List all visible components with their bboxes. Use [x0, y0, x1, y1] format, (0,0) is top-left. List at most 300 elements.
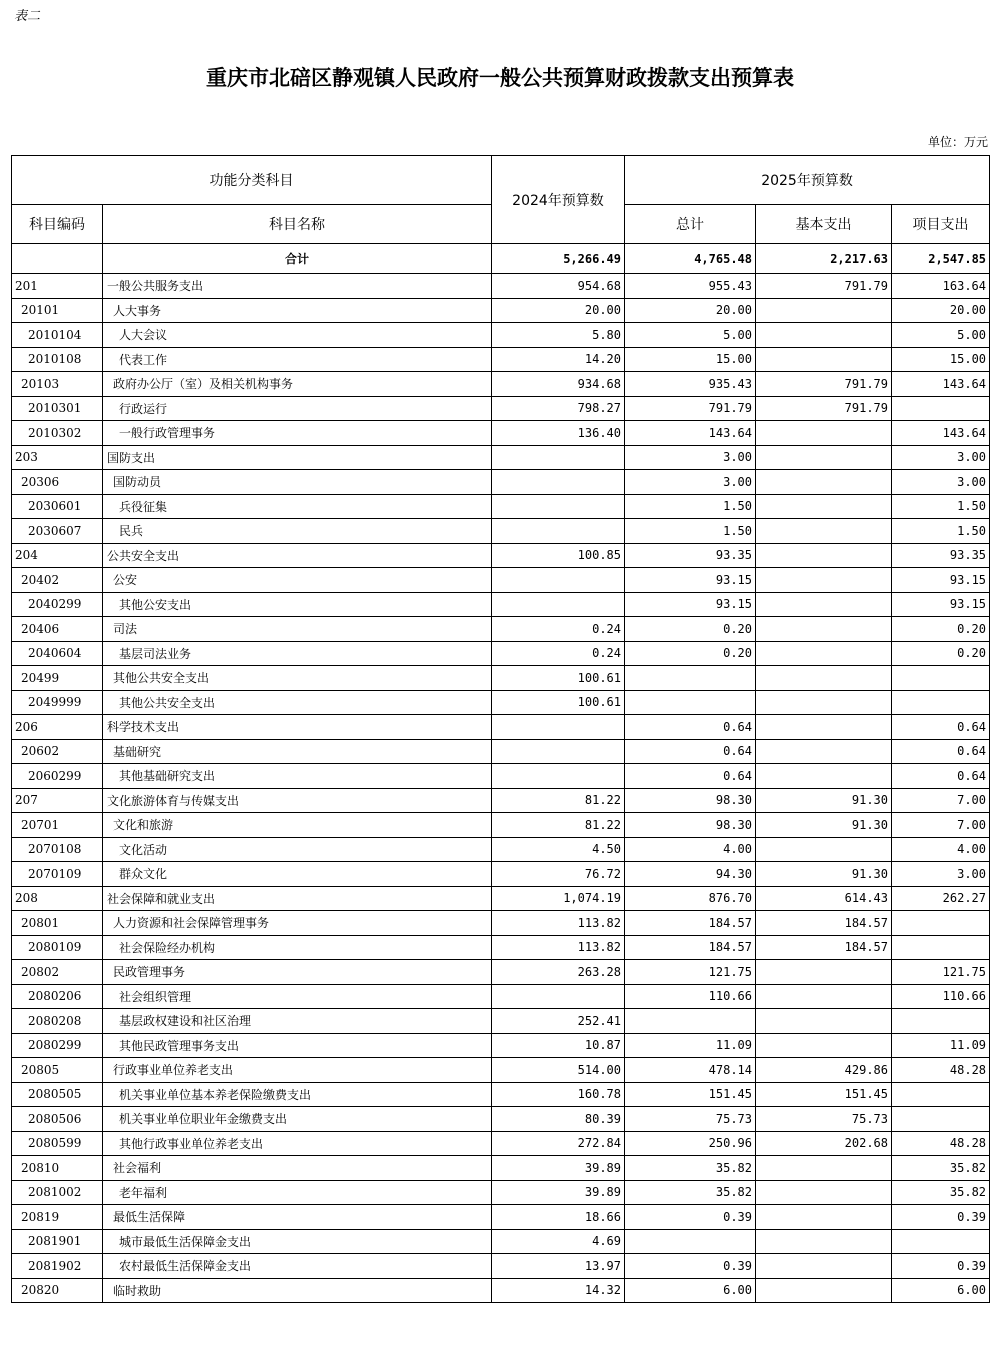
table-row — [12, 666, 990, 691]
name-cell: 国防动员 — [103, 470, 492, 495]
name-cell: 公安 — [103, 568, 492, 593]
total-cell: 4.00 — [625, 837, 756, 862]
budget-2024-cell — [492, 519, 625, 544]
total-cell: 11.09 — [625, 1033, 756, 1058]
name-cell: 行政事业单位养老支出 — [103, 1058, 492, 1083]
basic-cell — [756, 1254, 892, 1279]
total-cell: 250.96 — [625, 1131, 756, 1156]
table-row — [12, 274, 990, 299]
total-cell: 184.57 — [625, 935, 756, 960]
code-cell: 204 — [12, 543, 103, 568]
budget-2024-cell: 14.32 — [492, 1278, 625, 1303]
basic-cell — [756, 543, 892, 568]
total-cell: 0.20 — [625, 641, 756, 666]
total-cell — [625, 1229, 756, 1254]
code-cell: 20801 — [12, 911, 103, 936]
table-row — [12, 372, 990, 397]
project-cell: 7.00 — [892, 813, 990, 838]
table-row — [12, 739, 990, 764]
total-cell: 6.00 — [625, 1278, 756, 1303]
table-row — [12, 1205, 990, 1230]
budget-2024-cell: 1,074.19 — [492, 886, 625, 911]
name-cell: 其他基础研究支出 — [103, 764, 492, 789]
total-cell: 121.75 — [625, 960, 756, 985]
code-cell: 203 — [12, 445, 103, 470]
budget-2024-cell: 4.50 — [492, 837, 625, 862]
name-cell: 基层政权建设和社区治理 — [103, 1009, 492, 1034]
header-budget-2024: 2024年预算数 — [492, 156, 625, 244]
project-cell: 3.00 — [892, 445, 990, 470]
table-row — [12, 911, 990, 936]
code-cell: 20802 — [12, 960, 103, 985]
name-cell: 人大会议 — [103, 323, 492, 348]
basic-cell — [756, 739, 892, 764]
name-cell: 人力资源和社会保障管理事务 — [103, 911, 492, 936]
budget-2024-cell: 272.84 — [492, 1131, 625, 1156]
basic-cell: 91.30 — [756, 788, 892, 813]
total-cell: 791.79 — [625, 396, 756, 421]
budget-2024-cell: 160.78 — [492, 1082, 625, 1107]
code-cell: 20402 — [12, 568, 103, 593]
budget-2024-cell: 81.22 — [492, 813, 625, 838]
budget-2024-cell: 514.00 — [492, 1058, 625, 1083]
total-cell: 876.70 — [625, 886, 756, 911]
budget-2024-cell: 934.68 — [492, 372, 625, 397]
code-cell: 20602 — [12, 739, 103, 764]
code-cell: 2030601 — [12, 494, 103, 519]
total-cell: 0.64 — [625, 764, 756, 789]
table-row — [12, 1229, 990, 1254]
total-cell: 93.15 — [625, 592, 756, 617]
header-code: 科目编码 — [12, 205, 103, 244]
name-cell: 文化活动 — [103, 837, 492, 862]
code-cell: 207 — [12, 788, 103, 813]
project-cell: 11.09 — [892, 1033, 990, 1058]
total-cell: 184.57 — [625, 911, 756, 936]
project-cell: 0.64 — [892, 715, 990, 740]
basic-cell — [756, 298, 892, 323]
total-cell: 35.82 — [625, 1156, 756, 1181]
project-cell: 143.64 — [892, 372, 990, 397]
basic-cell — [756, 568, 892, 593]
project-cell: 35.82 — [892, 1180, 990, 1205]
project-cell: 93.15 — [892, 568, 990, 593]
budget-2024-cell — [492, 568, 625, 593]
name-cell: 一般公共服务支出 — [103, 274, 492, 299]
code-cell: 2080505 — [12, 1082, 103, 1107]
total-cell: 15.00 — [625, 347, 756, 372]
total-cell: 3.00 — [625, 445, 756, 470]
project-cell: 262.27 — [892, 886, 990, 911]
name-cell: 人大事务 — [103, 298, 492, 323]
name-cell: 其他行政事业单位养老支出 — [103, 1131, 492, 1156]
name-cell: 国防支出 — [103, 445, 492, 470]
project-cell — [892, 396, 990, 421]
basic-cell: 791.79 — [756, 372, 892, 397]
total-b2024: 5,266.49 — [492, 244, 625, 274]
budget-2024-cell — [492, 764, 625, 789]
total-cell: 35.82 — [625, 1180, 756, 1205]
name-cell: 机关事业单位基本养老保险缴费支出 — [103, 1082, 492, 1107]
basic-cell — [756, 1278, 892, 1303]
code-cell: 2010104 — [12, 323, 103, 348]
code-cell: 20499 — [12, 666, 103, 691]
header-budget-2025: 2025年预算数 — [625, 156, 990, 205]
budget-2024-cell: 4.69 — [492, 1229, 625, 1254]
table-row — [12, 788, 990, 813]
project-cell: 7.00 — [892, 788, 990, 813]
table-row — [12, 1156, 990, 1181]
project-cell: 5.00 — [892, 323, 990, 348]
name-cell: 社会组织管理 — [103, 984, 492, 1009]
budget-2024-cell: 100.85 — [492, 543, 625, 568]
name-cell: 最低生活保障 — [103, 1205, 492, 1230]
name-cell: 民政管理事务 — [103, 960, 492, 985]
budget-2024-cell: 81.22 — [492, 788, 625, 813]
total-cell: 93.15 — [625, 568, 756, 593]
budget-2024-cell: 13.97 — [492, 1254, 625, 1279]
project-cell: 143.64 — [892, 421, 990, 446]
table-row — [12, 298, 990, 323]
table-row — [12, 813, 990, 838]
project-cell: 163.64 — [892, 274, 990, 299]
table-row — [12, 543, 990, 568]
basic-cell: 429.86 — [756, 1058, 892, 1083]
project-cell: 20.00 — [892, 298, 990, 323]
name-cell: 农村最低生活保障金支出 — [103, 1254, 492, 1279]
basic-cell — [756, 666, 892, 691]
budget-2024-cell — [492, 470, 625, 495]
budget-2024-cell: 100.61 — [492, 666, 625, 691]
code-cell: 2080208 — [12, 1009, 103, 1034]
table-row — [12, 1009, 990, 1034]
project-cell: 3.00 — [892, 470, 990, 495]
basic-cell: 151.45 — [756, 1082, 892, 1107]
project-cell: 110.66 — [892, 984, 990, 1009]
name-cell: 兵役征集 — [103, 494, 492, 519]
code-cell: 2080206 — [12, 984, 103, 1009]
code-cell: 208 — [12, 886, 103, 911]
code-cell: 2081902 — [12, 1254, 103, 1279]
project-cell: 1.50 — [892, 519, 990, 544]
basic-cell — [756, 592, 892, 617]
name-cell: 城市最低生活保障金支出 — [103, 1229, 492, 1254]
budget-2024-cell: 252.41 — [492, 1009, 625, 1034]
total-label: 合计 — [103, 244, 492, 274]
code-cell: 206 — [12, 715, 103, 740]
total-code-cell — [12, 244, 103, 274]
total-cell — [625, 1009, 756, 1034]
budget-2024-cell — [492, 445, 625, 470]
project-cell: 3.00 — [892, 862, 990, 887]
total-cell: 935.43 — [625, 372, 756, 397]
name-cell: 群众文化 — [103, 862, 492, 887]
code-cell: 2040604 — [12, 641, 103, 666]
table-row — [12, 715, 990, 740]
table-row — [12, 837, 990, 862]
name-cell: 行政运行 — [103, 396, 492, 421]
name-cell: 文化旅游体育与传媒支出 — [103, 788, 492, 813]
budget-2024-cell — [492, 592, 625, 617]
table-row — [12, 347, 990, 372]
code-cell: 20306 — [12, 470, 103, 495]
code-cell: 2070109 — [12, 862, 103, 887]
basic-cell — [756, 617, 892, 642]
budget-2024-cell: 80.39 — [492, 1107, 625, 1132]
budget-2024-cell: 113.82 — [492, 935, 625, 960]
code-cell: 201 — [12, 274, 103, 299]
unit-label: 单位：万元 — [927, 135, 988, 149]
table-row — [12, 445, 990, 470]
name-cell: 机关事业单位职业年金缴费支出 — [103, 1107, 492, 1132]
table-row — [12, 519, 990, 544]
header-functional-class: 功能分类科目 — [12, 156, 492, 205]
project-cell — [892, 911, 990, 936]
header-basic: 基本支出 — [756, 205, 892, 244]
total-cell — [625, 690, 756, 715]
budget-2024-cell: 113.82 — [492, 911, 625, 936]
header-name: 科目名称 — [103, 205, 492, 244]
basic-cell — [756, 1156, 892, 1181]
basic-cell — [756, 960, 892, 985]
basic-cell — [756, 519, 892, 544]
name-cell: 社会保险经办机构 — [103, 935, 492, 960]
budget-2024-cell — [492, 739, 625, 764]
budget-2024-cell: 136.40 — [492, 421, 625, 446]
name-cell: 司法 — [103, 617, 492, 642]
table-row — [12, 1180, 990, 1205]
project-cell: 1.50 — [892, 494, 990, 519]
table-row — [12, 421, 990, 446]
project-cell: 0.20 — [892, 641, 990, 666]
name-cell: 社会保障和就业支出 — [103, 886, 492, 911]
name-cell: 基层司法业务 — [103, 641, 492, 666]
name-cell: 一般行政管理事务 — [103, 421, 492, 446]
table-row — [12, 1033, 990, 1058]
project-cell: 48.28 — [892, 1131, 990, 1156]
code-cell: 2070108 — [12, 837, 103, 862]
basic-cell — [756, 690, 892, 715]
project-cell — [892, 666, 990, 691]
project-cell — [892, 690, 990, 715]
budget-2024-cell: 5.80 — [492, 323, 625, 348]
basic-cell: 184.57 — [756, 935, 892, 960]
code-cell: 20805 — [12, 1058, 103, 1083]
total-cell: 0.64 — [625, 739, 756, 764]
name-cell: 临时救助 — [103, 1278, 492, 1303]
code-cell: 2010301 — [12, 396, 103, 421]
table-row — [12, 1058, 990, 1083]
table-row — [12, 568, 990, 593]
name-cell: 社会福利 — [103, 1156, 492, 1181]
code-cell: 2080599 — [12, 1131, 103, 1156]
name-cell: 公共安全支出 — [103, 543, 492, 568]
table-row — [12, 690, 990, 715]
code-cell: 20101 — [12, 298, 103, 323]
total-basic: 2,217.63 — [756, 244, 892, 274]
total-cell: 1.50 — [625, 494, 756, 519]
table-row — [12, 641, 990, 666]
table-row — [12, 1082, 990, 1107]
code-cell: 2081901 — [12, 1229, 103, 1254]
project-cell — [892, 1107, 990, 1132]
code-cell: 20810 — [12, 1156, 103, 1181]
project-cell: 0.64 — [892, 764, 990, 789]
total-cell: 955.43 — [625, 274, 756, 299]
budget-2024-cell: 14.20 — [492, 347, 625, 372]
table-row — [12, 396, 990, 421]
basic-cell — [756, 1033, 892, 1058]
total-project: 2,547.85 — [892, 244, 990, 274]
project-cell: 35.82 — [892, 1156, 990, 1181]
basic-cell — [756, 347, 892, 372]
table-row — [12, 1107, 990, 1132]
code-cell: 2060299 — [12, 764, 103, 789]
table-body — [12, 274, 990, 1303]
table-row — [12, 886, 990, 911]
basic-cell: 202.68 — [756, 1131, 892, 1156]
table-row — [12, 1278, 990, 1303]
budget-2024-cell: 798.27 — [492, 396, 625, 421]
basic-cell — [756, 837, 892, 862]
code-cell: 2040299 — [12, 592, 103, 617]
header-total: 总计 — [625, 205, 756, 244]
project-cell — [892, 1009, 990, 1034]
budget-2024-cell: 39.89 — [492, 1156, 625, 1181]
total-cell — [625, 666, 756, 691]
basic-cell — [756, 445, 892, 470]
total-cell: 478.14 — [625, 1058, 756, 1083]
basic-cell: 91.30 — [756, 862, 892, 887]
table-row — [12, 1254, 990, 1279]
code-cell: 20701 — [12, 813, 103, 838]
budget-2024-cell: 18.66 — [492, 1205, 625, 1230]
basic-cell — [756, 1009, 892, 1034]
budget-2024-cell: 10.87 — [492, 1033, 625, 1058]
table-row — [12, 862, 990, 887]
total-cell: 0.39 — [625, 1205, 756, 1230]
basic-cell — [756, 323, 892, 348]
code-cell: 2010302 — [12, 421, 103, 446]
project-cell — [892, 935, 990, 960]
total-cell: 98.30 — [625, 788, 756, 813]
budget-2024-cell: 76.72 — [492, 862, 625, 887]
budget-2024-cell: 263.28 — [492, 960, 625, 985]
name-cell: 其他公安支出 — [103, 592, 492, 617]
project-cell: 0.39 — [892, 1254, 990, 1279]
basic-cell: 791.79 — [756, 274, 892, 299]
code-cell: 2081002 — [12, 1180, 103, 1205]
total-cell: 20.00 — [625, 298, 756, 323]
basic-cell — [756, 764, 892, 789]
project-cell: 93.35 — [892, 543, 990, 568]
total-cell: 3.00 — [625, 470, 756, 495]
name-cell: 文化和旅游 — [103, 813, 492, 838]
basic-cell — [756, 984, 892, 1009]
name-cell: 政府办公厅（室）及相关机构事务 — [103, 372, 492, 397]
table-row — [12, 960, 990, 985]
basic-cell: 184.57 — [756, 911, 892, 936]
budget-2024-cell — [492, 715, 625, 740]
total-cell: 0.20 — [625, 617, 756, 642]
budget-2024-cell — [492, 984, 625, 1009]
budget-table — [11, 155, 990, 1303]
table-row — [12, 592, 990, 617]
total-cell: 1.50 — [625, 519, 756, 544]
total-cell: 0.64 — [625, 715, 756, 740]
name-cell: 代表工作 — [103, 347, 492, 372]
project-cell — [892, 1229, 990, 1254]
project-cell: 6.00 — [892, 1278, 990, 1303]
basic-cell — [756, 470, 892, 495]
budget-2024-cell: 954.68 — [492, 274, 625, 299]
basic-cell — [756, 421, 892, 446]
total-cell: 151.45 — [625, 1082, 756, 1107]
project-cell: 0.20 — [892, 617, 990, 642]
total-cell: 93.35 — [625, 543, 756, 568]
budget-2024-cell: 0.24 — [492, 641, 625, 666]
total-cell: 5.00 — [625, 323, 756, 348]
total-cell: 143.64 — [625, 421, 756, 446]
basic-cell — [756, 641, 892, 666]
basic-cell: 614.43 — [756, 886, 892, 911]
table-row — [12, 617, 990, 642]
total-cell: 0.39 — [625, 1254, 756, 1279]
code-cell: 20819 — [12, 1205, 103, 1230]
basic-cell — [756, 1229, 892, 1254]
table-row — [12, 470, 990, 495]
project-cell: 4.00 — [892, 837, 990, 862]
total-cell: 110.66 — [625, 984, 756, 1009]
basic-cell — [756, 494, 892, 519]
budget-2024-cell: 20.00 — [492, 298, 625, 323]
table-row — [12, 764, 990, 789]
name-cell: 其他公共安全支出 — [103, 666, 492, 691]
project-cell: 0.64 — [892, 739, 990, 764]
budget-2024-cell — [492, 494, 625, 519]
header-project: 项目支出 — [892, 205, 990, 244]
code-cell: 20103 — [12, 372, 103, 397]
name-cell: 其他公共安全支出 — [103, 690, 492, 715]
table-row — [12, 494, 990, 519]
budget-2024-cell: 100.61 — [492, 690, 625, 715]
total-cell: 94.30 — [625, 862, 756, 887]
page-title: 重庆市北碚区静观镇人民政府一般公共预算财政拨款支出预算表 — [206, 65, 794, 90]
name-cell: 老年福利 — [103, 1180, 492, 1205]
name-cell: 其他民政管理事务支出 — [103, 1033, 492, 1058]
project-cell: 15.00 — [892, 347, 990, 372]
budget-2024-cell: 39.89 — [492, 1180, 625, 1205]
basic-cell: 91.30 — [756, 813, 892, 838]
table-row — [12, 984, 990, 1009]
code-cell: 2080506 — [12, 1107, 103, 1132]
name-cell: 科学技术支出 — [103, 715, 492, 740]
budget-2024-cell: 0.24 — [492, 617, 625, 642]
total-cell: 75.73 — [625, 1107, 756, 1132]
project-cell — [892, 1082, 990, 1107]
basic-cell — [756, 715, 892, 740]
project-cell: 0.39 — [892, 1205, 990, 1230]
code-cell: 2010108 — [12, 347, 103, 372]
basic-cell — [756, 1180, 892, 1205]
total-row — [12, 244, 990, 274]
code-cell: 2049999 — [12, 690, 103, 715]
table-row — [12, 323, 990, 348]
code-cell: 2030607 — [12, 519, 103, 544]
code-cell: 20406 — [12, 617, 103, 642]
code-cell: 20820 — [12, 1278, 103, 1303]
basic-cell: 791.79 — [756, 396, 892, 421]
